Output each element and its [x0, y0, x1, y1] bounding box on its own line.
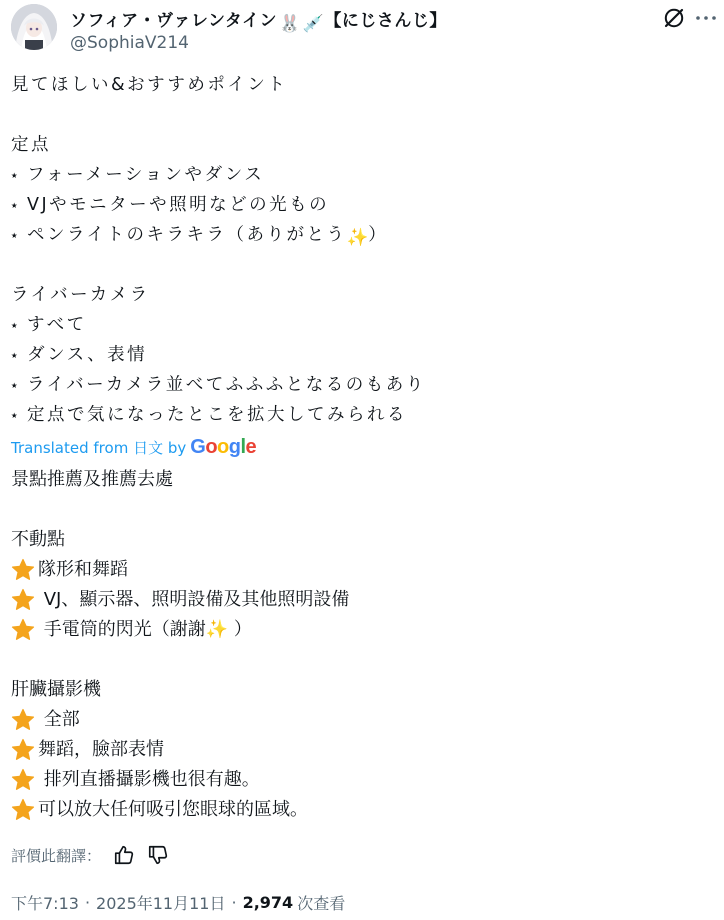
google-letter: l	[240, 435, 246, 458]
line-gap	[11, 100, 711, 130]
star-emoji-icon	[11, 738, 35, 762]
translated-list-item	[11, 735, 711, 765]
star-icon: ⭑	[11, 318, 18, 332]
translated-line-text: 手電筒的閃光（謝謝	[38, 619, 206, 640]
star-emoji-icon	[11, 618, 35, 642]
avatar[interactable]	[11, 4, 57, 50]
original-list-item	[11, 310, 711, 340]
original-list-item	[11, 220, 711, 250]
rate-translation	[11, 842, 169, 868]
line-gap	[11, 495, 711, 525]
translated-list-item	[11, 765, 711, 795]
original-line: 定点	[11, 135, 51, 155]
original-list-item	[11, 400, 711, 430]
tweet-metadata	[11, 888, 345, 916]
post-date[interactable]: 2025年11月11日	[96, 893, 226, 913]
post-time[interactable]: 下午7:13	[11, 893, 79, 913]
star-emoji-icon	[11, 588, 35, 612]
translated-line-text: 全部	[38, 709, 80, 730]
sparkles-emoji-icon: ✨	[205, 619, 229, 640]
translated-line-text: 可以放大任何吸引您眼球的區域。	[38, 799, 308, 820]
original-line-text: VJやモニターや照明などの光もの	[27, 195, 330, 215]
translated-list-item	[11, 555, 711, 585]
translated-line-text: 隊形和舞蹈	[38, 559, 128, 580]
star-emoji-icon	[11, 798, 35, 822]
star-icon: ⭑	[11, 378, 18, 392]
thumbs-up-icon[interactable]	[113, 844, 135, 866]
original-list-item	[11, 160, 711, 190]
translated-from-label: Translated from 日文 by	[11, 438, 187, 457]
translated-line-text: 舞蹈，臉部表情	[38, 739, 164, 760]
affiliation-text: 【にじさんじ】	[324, 11, 447, 31]
original-line: ライバーカメラ	[11, 285, 150, 305]
separator: ·	[231, 892, 237, 912]
original-list-item	[11, 370, 711, 400]
display-name[interactable]	[70, 6, 447, 34]
close-paren: ）	[368, 225, 389, 245]
google-letter: G	[190, 435, 206, 458]
translated-by-google-link[interactable]	[11, 436, 256, 458]
star-emoji-icon	[11, 558, 35, 582]
star-icon: ⭑	[11, 228, 18, 242]
close-paren: ）	[228, 619, 252, 640]
translated-list-item	[11, 705, 711, 735]
translated-line-text: VJ、顯示器、照明設備及其他照明設備	[38, 589, 350, 610]
original-line-text: ダンス、表情	[27, 345, 148, 365]
grok-icon[interactable]	[662, 6, 686, 30]
user-handle[interactable]: @SophiaV214	[70, 33, 189, 53]
star-emoji-icon	[11, 768, 35, 792]
original-line-text: ペンライトのキラキラ（ありがとう	[27, 225, 347, 245]
syringe-emoji-icon: 💉	[302, 14, 325, 34]
translated-line-text: 排列直播攝影機也很有趣。	[38, 769, 260, 790]
original-line-text: すべて	[27, 315, 87, 335]
star-icon: ⭑	[11, 408, 18, 422]
separator: ·	[84, 892, 91, 912]
rabbit-emoji-icon: 🐰	[279, 14, 301, 34]
original-line-text: ライバーカメラ並べてふふふとなるのもあり	[27, 375, 426, 395]
google-logo	[190, 436, 256, 459]
translated-list-item	[11, 615, 711, 645]
translated-list-item	[11, 585, 711, 615]
translated-line: 不動點	[11, 529, 65, 550]
display-name-text: ソフィア・ヴァレンタイン	[70, 11, 278, 31]
original-tweet-text	[11, 70, 711, 430]
thumbs-down-icon[interactable]	[147, 844, 169, 866]
google-letter: e	[245, 435, 257, 458]
star-emoji-icon	[11, 708, 35, 732]
star-icon: ⭑	[11, 348, 18, 362]
views-label: 次查看	[297, 893, 346, 913]
star-icon: ⭑	[11, 168, 18, 182]
translated-list-item	[11, 795, 711, 825]
tweet-header	[0, 0, 724, 60]
google-letter: o	[205, 435, 218, 458]
rate-translation-label: 評價此翻譯：	[11, 846, 102, 865]
original-line-text: フォーメーションやダンス	[27, 165, 265, 185]
sparkles-emoji-icon: ✨	[346, 228, 369, 248]
more-options-icon[interactable]	[694, 6, 718, 30]
translated-line: 肝臟攝影機	[11, 679, 101, 700]
translated-line: 景點推薦及推薦去處	[11, 469, 173, 490]
translated-tweet-text	[11, 465, 711, 825]
original-list-item	[11, 340, 711, 370]
views-count: 2,974	[242, 892, 294, 912]
line-gap	[11, 250, 711, 280]
google-letter: o	[217, 435, 229, 458]
original-line-text: 定点で気になったとこを拡大してみられる	[27, 405, 407, 425]
google-letter: g	[228, 435, 241, 458]
original-line: 見てほしい&おすすめポイント	[11, 75, 288, 95]
line-gap	[11, 645, 711, 675]
original-list-item	[11, 190, 711, 220]
star-icon: ⭑	[11, 198, 18, 212]
